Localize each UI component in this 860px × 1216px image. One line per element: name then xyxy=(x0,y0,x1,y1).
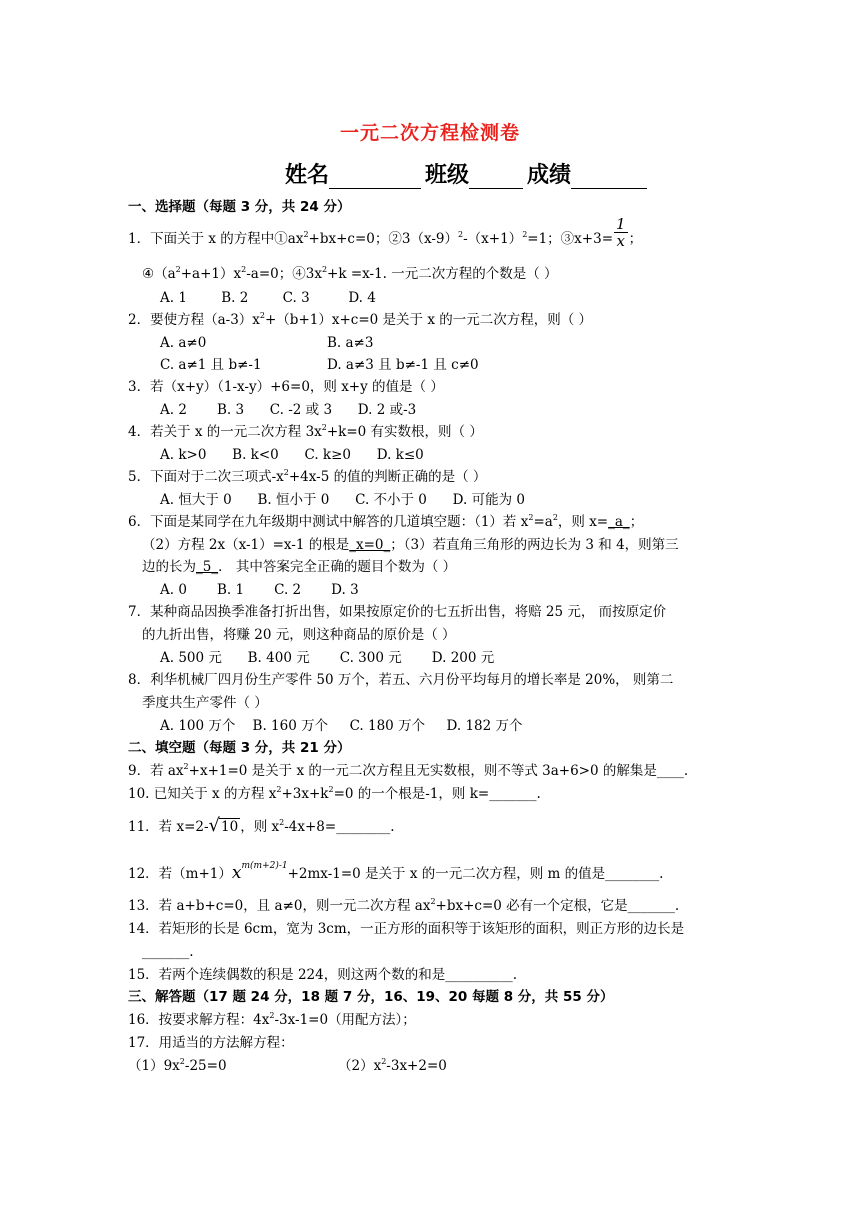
fraction-1-over-x: $\frac{1}{x}$ xyxy=(616,215,626,250)
question-2-option-b: B. a≠3 xyxy=(327,335,374,351)
q6-answer-1: _a_ xyxy=(608,514,630,530)
question-13: 13．若 a+b+c=0，且 a≠0，则一元二次方程 $ax^2+bx+c=0$ 必有一个定根，它是_______. xyxy=(128,897,680,914)
radical-sign: √ xyxy=(208,815,221,836)
question-8-options: A. 100 万个 B. 160 万个 C. 180 万个 D. 182 万个 xyxy=(160,718,523,734)
question-3-stem: 3．若（x+y）（1-x-y）+6=0，则 x+y 的值是（ ） xyxy=(128,379,444,395)
question-1-line1: 1．下面关于 x 的方程中$①ax^2+bx+c=0$；$②3(x-9)^2-(x+1)^2=1$；③x+3= $\frac{1}{x}$ ； xyxy=(128,215,643,250)
question-15: 15．若两个连续偶数的积是 224，则这两个数的和是__________. xyxy=(128,967,518,983)
question-1-options: A. 1 B. 2 C. 3 D. 4 xyxy=(160,290,376,306)
question-9: 9．若 $ax^2+x+1=0$ 是关于 x 的一元二次方程且无实数根，则不等式 3a+6>0 的解集是____. xyxy=(128,762,689,779)
q6-answer-3: _5_ xyxy=(196,559,219,575)
question-7-line1: 7．某种商品因换季准备打折出售，如果按原定价的七五折出售，将赔 25 元， 而按原定价 xyxy=(128,604,667,620)
question-6-line1: 6．下面是某同学在九年级期中测试中解答的几道填空题：（1）若 $x^2=a^2$，则 x=_a_； xyxy=(128,513,644,530)
question-17-stem: 17．用适当的方法解方程： xyxy=(128,1035,294,1051)
class-label: 班级 xyxy=(425,163,470,188)
question-3-options: A. 2 B. 3 C. -2 或 3 D. 2 或-3 xyxy=(160,402,417,418)
question-1-line2: $④(a^2+a+1)x^2-a=0$；$④3x^2+k =x-1$. 一元二次方程的个数是（ ） xyxy=(142,265,558,282)
q6-answer-2: _x=0_ xyxy=(349,537,391,553)
question-5-stem: 5．下面对于二次三项式$-x^2+4x-5$ 的值的判断正确的是（ ） xyxy=(128,468,487,485)
section-heading-solve: 三、解答题（17 题 24 分，18 题 7 分，16、19、20 每题 8 分，共 55 分） xyxy=(128,989,614,1005)
question-10: 10. 已知关于 x 的方程 $x^2+3x+k^2=0$ 的一个根是-1，则 k=_______. xyxy=(128,785,541,802)
name-blank[interactable] xyxy=(329,166,421,189)
question-12: 12．若$(m+1)x^{m(m+2)-1}+2mx-1=0$ 是关于 x 的一元二次方程，则 m 的值是________. xyxy=(128,861,664,883)
question-11: 11．若 x=2-√10 ，则 $x^2-4x+8=\_\_\_\_\_\_\_\_$. xyxy=(128,815,395,836)
class-blank[interactable] xyxy=(469,166,523,189)
question-14-line2: _______. xyxy=(142,944,194,960)
score-label: 成绩 xyxy=(527,163,572,188)
question-4-options: A. k>0 B. k<0 C. k≥0 D. k≤0 xyxy=(160,447,424,463)
student-info-row xyxy=(285,158,651,189)
name-label: 姓名 xyxy=(285,163,330,188)
question-2-option-a: A. a≠0 xyxy=(160,335,207,351)
question-16: 16．按要求解方程：$4x^2-3x-1=0$（用配方法）； xyxy=(128,1011,416,1028)
question-8-line1: 8．利华机械厂四月份生产零件 50 万个，若五、六月份平均每月的增长率是 20%， 则第二 xyxy=(128,672,674,688)
question-8-line2: 季度共生产零件（ ） xyxy=(142,695,268,711)
question-14-line1: 14．若矩形的长是 6cm，宽为 3cm，一正方形的面积等于该矩形的面积，则正方形的边长是 xyxy=(128,921,685,937)
question-5-options: A. 恒大于 0 B. 恒小于 0 C. 不小于 0 D. 可能为 0 xyxy=(160,492,525,508)
question-6-line3: 边的长为_5_． 其中答案完全正确的题目个数为（ ） xyxy=(142,559,457,575)
question-6-line2: （2）方程 2x（x-1）=x-1 的根是_x=0_；（3）若直角三角形的两边长为 3 和 4，则第三 xyxy=(142,537,679,553)
question-17-part-1: $(1)9x^2-25=0$ xyxy=(128,1057,227,1074)
section-heading-fill: 二、填空题（每题 3 分，共 21 分） xyxy=(128,740,351,756)
question-2-option-c: C. a≠1 且 b≠-1 xyxy=(160,357,262,373)
exam-title: 一元二次方程检测卷 xyxy=(339,122,520,144)
question-4-stem: 4．若关于 x 的一元二次方程 $3x^2+k=0$ 有实数根，则（ ） xyxy=(128,423,483,440)
radicand: 10 xyxy=(221,819,239,835)
question-17-part-2: $(2)x^2-3x+2=0$ xyxy=(338,1057,447,1074)
section-heading-choice: 一、选择题（每题 3 分，共 24 分） xyxy=(128,199,351,215)
score-blank[interactable] xyxy=(571,166,647,189)
question-2-stem: 2．要使方程$(a-3)x^2+(b+1)x+c=0$ 是关于 x 的一元二次方程，则（ ） xyxy=(128,311,593,328)
question-2-option-d: D. a≠3 且 b≠-1 且 c≠0 xyxy=(327,357,479,373)
variable-x: x xyxy=(231,863,242,883)
question-6-options: A. 0 B. 1 C. 2 D. 3 xyxy=(160,582,359,598)
question-7-options: A. 500 元 B. 400 元 C. 300 元 D. 200 元 xyxy=(160,650,495,666)
exponent-expression: m(m+2)-1 xyxy=(241,861,288,871)
question-7-line2: 的九折出售，将赚 20 元，则这种商品的原价是（ ） xyxy=(142,627,456,643)
